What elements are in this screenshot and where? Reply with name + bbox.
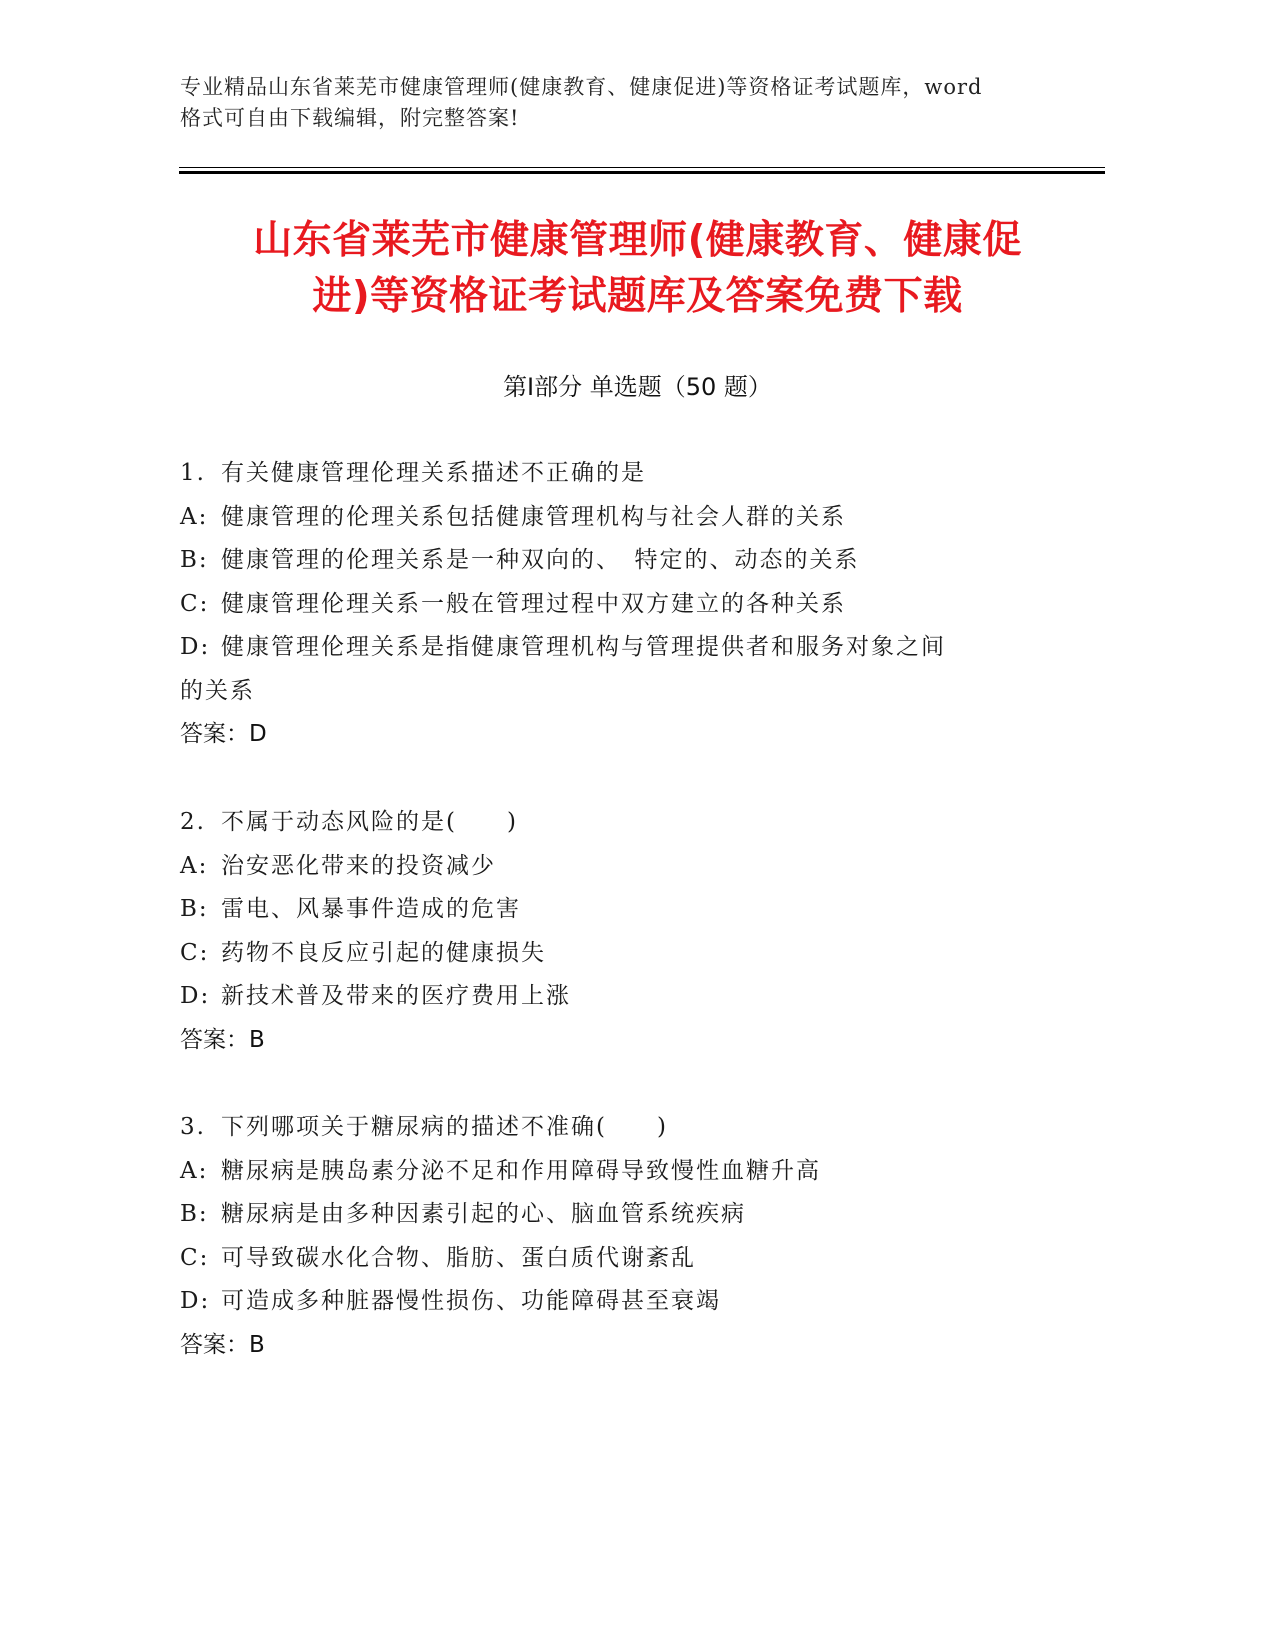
option-text: 糖尿病是由多种因素引起的心、脑血管系统疾病 [221, 1201, 746, 1227]
question-stem [180, 801, 1050, 845]
option-c [180, 583, 1050, 627]
answer: 答案：B [180, 1026, 265, 1053]
option-label: B: [180, 547, 209, 573]
option-label: D: [180, 634, 211, 660]
option-label: A: [180, 503, 209, 530]
option-a [180, 496, 1050, 540]
question-stem [180, 1106, 1050, 1150]
option-label: C: [180, 939, 210, 966]
question-stem [180, 452, 1050, 496]
answer: 答案：D [180, 721, 267, 747]
option-text: 新技术普及带来的医疗费用上涨 [221, 983, 571, 1009]
document-title-line2: 进)等资格证考试题库及答案免费下载 [312, 274, 963, 319]
option-text: 雷电、风暴事件造成的危害 [221, 896, 521, 922]
answer: 答案：B [180, 1331, 265, 1358]
document-title [150, 213, 1125, 325]
question-text: 不属于动态风险的是( ) [221, 809, 518, 835]
option-label: B: [180, 896, 209, 922]
question-2 [180, 801, 1050, 1062]
question-number: 3. [180, 1114, 206, 1140]
question-text: 下列哪项关于糖尿病的描述不准确( ) [221, 1114, 668, 1140]
question-number: 2. [180, 809, 206, 835]
option-c [180, 932, 1050, 976]
option-d-continuation: 的关系 [180, 677, 255, 704]
option-text: 健康管理伦理关系一般在管理过程中双方建立的各种关系 [221, 590, 846, 617]
option-text: 药物不良反应引起的健康损失 [221, 939, 546, 966]
option-text: 健康管理的伦理关系是一种双向的、 特定的、动态的关系 [221, 547, 860, 573]
option-a [180, 845, 1050, 889]
option-d [180, 626, 1050, 670]
option-label: A: [180, 1157, 209, 1184]
option-a [180, 1150, 1050, 1194]
option-b [180, 1193, 1050, 1237]
option-label: D: [180, 1288, 211, 1314]
option-text: 治安恶化带来的投资减少 [221, 852, 496, 879]
question-number: 1. [180, 460, 206, 486]
header-rule-thick [179, 171, 1105, 174]
header-note-line1: 专业精品山东省莱芜市健康管理师(健康教育、健康促进)等资格证考试题库，word [180, 75, 983, 99]
question-text: 有关健康管理伦理关系描述不正确的是 [221, 460, 646, 486]
option-d [180, 1280, 1050, 1324]
option-text: 可导致碳水化合物、脂肪、蛋白质代谢紊乱 [221, 1244, 696, 1271]
header-rule-thin [179, 167, 1105, 168]
option-label: B: [180, 1201, 209, 1227]
option-b [180, 539, 1050, 583]
question-1 [180, 452, 1050, 757]
option-text: 健康管理的伦理关系包括健康管理机构与社会人群的关系 [221, 503, 846, 530]
option-label: D: [180, 983, 211, 1009]
option-label: C: [180, 590, 210, 617]
question-3 [180, 1106, 1050, 1367]
option-text: 糖尿病是胰岛素分泌不足和作用障碍导致慢性血糖升高 [221, 1157, 821, 1184]
option-text: 健康管理伦理关系是指健康管理机构与管理提供者和服务对象之间 [221, 634, 946, 660]
option-d [180, 975, 1050, 1019]
option-b [180, 888, 1050, 932]
header-note-line2: 格式可自由下载编辑，附完整答案! [180, 106, 520, 130]
header-note [180, 72, 1060, 134]
option-c [180, 1237, 1050, 1281]
option-text: 可造成多种脏器慢性损伤、功能障碍甚至衰竭 [221, 1288, 721, 1314]
section-title: 第Ⅰ部分 单选题（50 题） [503, 373, 772, 401]
document-title-line1: 山东省莱芜市健康管理师(健康教育、健康促 [253, 218, 1022, 263]
option-label: C: [180, 1244, 210, 1271]
option-label: A: [180, 852, 209, 879]
